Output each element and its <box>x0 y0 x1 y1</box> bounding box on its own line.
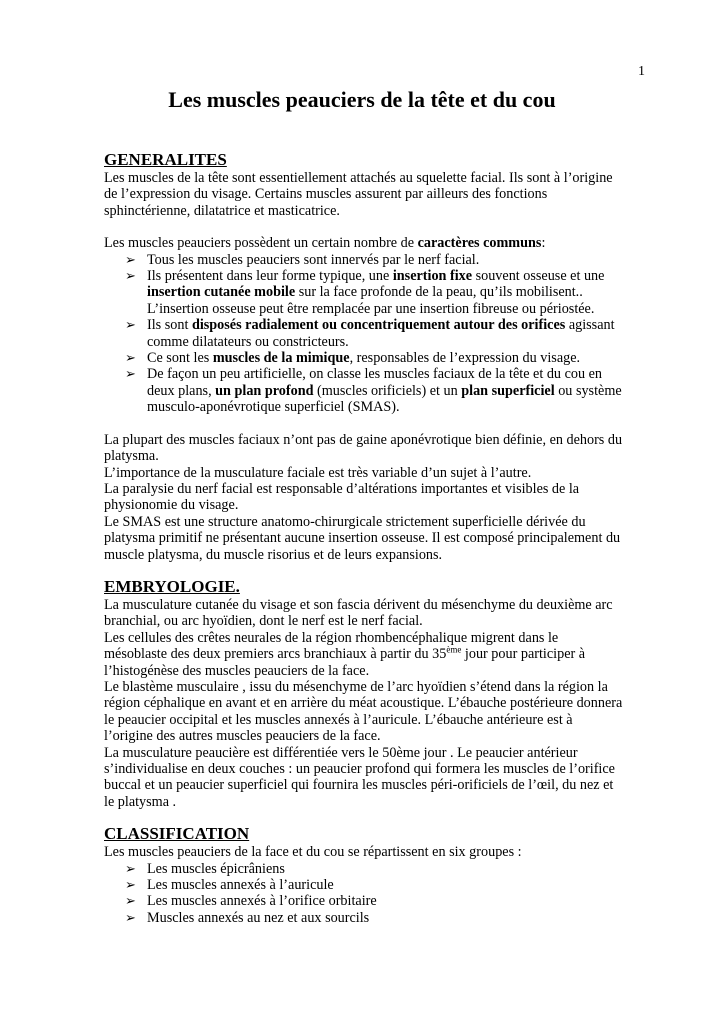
list-item: ➢ Tous les muscles peauciers sont innervés par le nerf facial. <box>125 251 480 268</box>
list-item: ➢ Ils présentent dans leur forme typique, une insertion fixe souvent osseuse et une insertion cutanée mobile sur la face profonde de la peau, qu’ils mobilisent.. L’insertion osseuse peut être remplacée par une insertion fibreuse ou périostée. <box>125 268 605 317</box>
arrow-bullet-icon: ➢ <box>125 909 136 925</box>
arrow-bullet-icon: ➢ <box>125 317 136 333</box>
generalites-intro: Les muscles de la tête sont essentiellement attachés au squelette facial. Ils sont à l’origine de l’expression du visage. Certains muscles assurent par ailleurs des fonctions sphinctérienne, dilatatrice et masticatrice. <box>104 170 613 219</box>
list-item: ➢ Ils sont disposés radialement ou concentriquement autour des orifices agissant comme dilatateurs ou constricteurs. <box>125 317 615 350</box>
arrow-bullet-icon: ➢ <box>125 366 136 382</box>
arrow-bullet-icon: ➢ <box>125 877 136 893</box>
list-item: ➢ Les muscles épicrâniens <box>125 860 285 877</box>
embryologie-para-4: La musculature peaucière est différentiée vers le 50ème jour . Le peaucier antérieur s’individualise en deux couches : un peaucier profond qui formera les muscles de l’orifice buccal et un peaucier superficiel qui fournira les muscles péri-orificiels de l’œil, du nez et le platysma . <box>104 744 615 810</box>
list-item: ➢ Muscles annexés au nez et aux sourcils <box>125 909 370 926</box>
classification-intro: Les muscles peauciers de la face et du cou se répartissent en six groupes : <box>104 844 522 861</box>
generalites-para-gaine: La plupart des muscles faciaux n’ont pas de gaine aponévrotique bien définie, en dehors du platysma. <box>104 431 623 465</box>
caracteres-communs-intro: Les muscles peauciers possèdent un certain nombre de caractères communs: <box>104 235 546 252</box>
embryologie-para-2: Les cellules des crêtes neurales de la région rhombencéphalique migrent dans le mésoblaste des deux premiers arcs branchiaux à partir du 35ème jour pour participer à l’histogénèse des muscles peauciers de la face. <box>104 629 586 679</box>
list-item: ➢ Ce sont les muscles de la mimique, responsables de l’expression du visage. <box>125 350 581 367</box>
arrow-bullet-icon: ➢ <box>125 860 136 876</box>
generalites-para-smas: Le SMAS est une structure anatomo-chirurgicale strictement superficielle dérivée du platysma primitif ne présentant aucune insertion osseuse. Il est composé principalement du muscle platysma, du muscle risorius et de leurs expansions. <box>104 513 621 563</box>
generalites-para-paralysie: La paralysie du nerf facial est responsable d’altérations importantes et visibles de la physionomie du visage. <box>104 480 580 514</box>
arrow-bullet-icon: ➢ <box>125 268 136 284</box>
heading-classification: CLASSIFICATION <box>104 824 250 844</box>
page-number: 1 <box>638 64 645 79</box>
list-item: ➢ Les muscles annexés à l’orifice orbitaire <box>125 893 377 910</box>
arrow-bullet-icon: ➢ <box>125 251 136 267</box>
arrow-bullet-icon: ➢ <box>125 350 136 366</box>
list-item: ➢ De façon un peu artificielle, on classe les muscles faciaux de la tête et du cou en deux plans, un plan profond (muscles orificiels) et un plan superficiel ou système musculo-aponévrotique superficiel (SMAS). <box>125 366 622 416</box>
classification-list <box>104 861 624 927</box>
document-body <box>104 150 624 926</box>
embryologie-para-3: Le blastème musculaire , issu du mésenchyme de l’arc hyoïdien s’étend dans la région la région céphalique en avant et en arrière du méat acoustique. L’ébauche postérieure donnera le peaucier occipital et les muscles annexés à l’auricule. L’ébauche antérieure est à l’origine des autres muscles peauciers de la face. <box>104 678 623 745</box>
page-title: Les muscles peauciers de la tête et du cou <box>168 87 556 112</box>
embryologie-para-1: La musculature cutanée du visage et son fascia dérivent du mésenchyme du deuxième arc branchial, ou arc hyoïdien, dont le nerf est le nerf facial. <box>104 596 613 630</box>
heading-embryologie: EMBRYOLOGIE. <box>104 576 240 596</box>
caracteres-communs-bold: caractères communs <box>417 235 542 252</box>
heading-generalites: GENERALITES <box>104 150 227 169</box>
arrow-bullet-icon: ➢ <box>125 893 136 909</box>
list-item: ➢ Les muscles annexés à l’auricule <box>125 877 334 894</box>
caracteres-list <box>104 252 624 416</box>
generalites-para-importance: L’importance de la musculature faciale est très variable d’un sujet à l’autre. <box>104 464 532 481</box>
